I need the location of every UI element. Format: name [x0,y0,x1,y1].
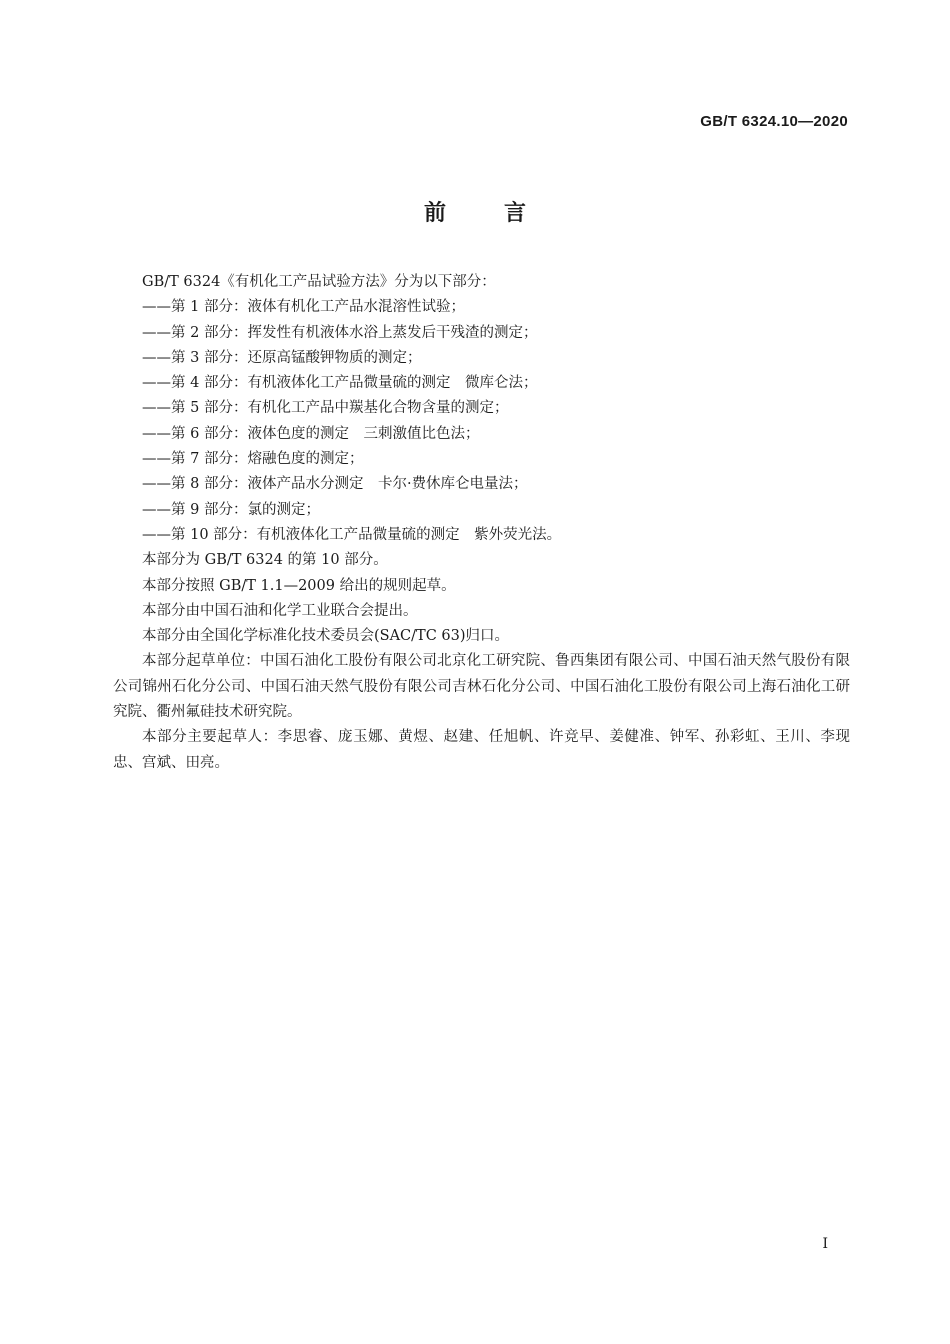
document-body [113,270,850,776]
list-item: ——第 5 部分：有机化工产品中羰基化合物含量的测定； [142,400,509,417]
list-item: ——第 4 部分：有机液体化工产品微量硫的测定 微库仑法； [142,375,538,392]
page-title: 前言 [423,201,584,226]
list-item: ——第 6 部分：液体色度的测定 三刺激值比色法； [142,425,480,442]
list-item: ——第 2 部分：挥发性有机液体水浴上蒸发后干残渣的测定； [142,324,538,341]
parts-list [113,295,850,548]
list-item: ——第 7 部分：熔融色度的测定； [142,451,364,468]
document-code: GB/T 6324.10—2020 [700,113,848,130]
drafting-units: 本部分起草单位：中国石油化工股份有限公司北京化工研究院、鲁西集团有限公司、中国石油天然气股份有限公司锦州石化分公司、中国石油天然气股份有限公司吉林石化分公司、中国石油化工股份有限公司上海石油化工研究院、衢州氟硅技术研究院。 [113,653,850,721]
page-number: I [822,1236,828,1252]
list-item: ——第 9 部分：氯的测定； [142,501,320,518]
centralized-by-statement: 本部分由全国化学标准化技术委员会(SAC/TC 63)归口。 [142,628,510,645]
drafting-rules-statement: 本部分按照 GB/T 1.1—2009 给出的规则起草。 [142,577,456,594]
list-item: ——第 8 部分：液体产品水分测定 卡尔·费休库仑电量法； [142,476,528,493]
part-statement: 本部分为 GB/T 6324 的第 10 部分。 [142,552,388,569]
list-item: ——第 1 部分：液体有机化工产品水混溶性试验； [142,299,465,316]
list-item: ——第 10 部分：有机液体化工产品微量硫的测定 紫外荧光法。 [142,526,562,543]
proposer-statement: 本部分由中国石油和化学工业联合会提出。 [142,602,418,619]
intro-paragraph: GB/T 6324《有机化工产品试验方法》分为以下部分： [142,274,496,290]
list-item: ——第 3 部分：还原高锰酸钾物质的测定； [142,349,422,366]
main-drafters: 本部分主要起草人：李思睿、庞玉娜、黄煜、赵建、任旭帆、许竞早、姜健准、钟军、孙彩虹、王川、李现忠、宫斌、田亮。 [113,729,850,771]
